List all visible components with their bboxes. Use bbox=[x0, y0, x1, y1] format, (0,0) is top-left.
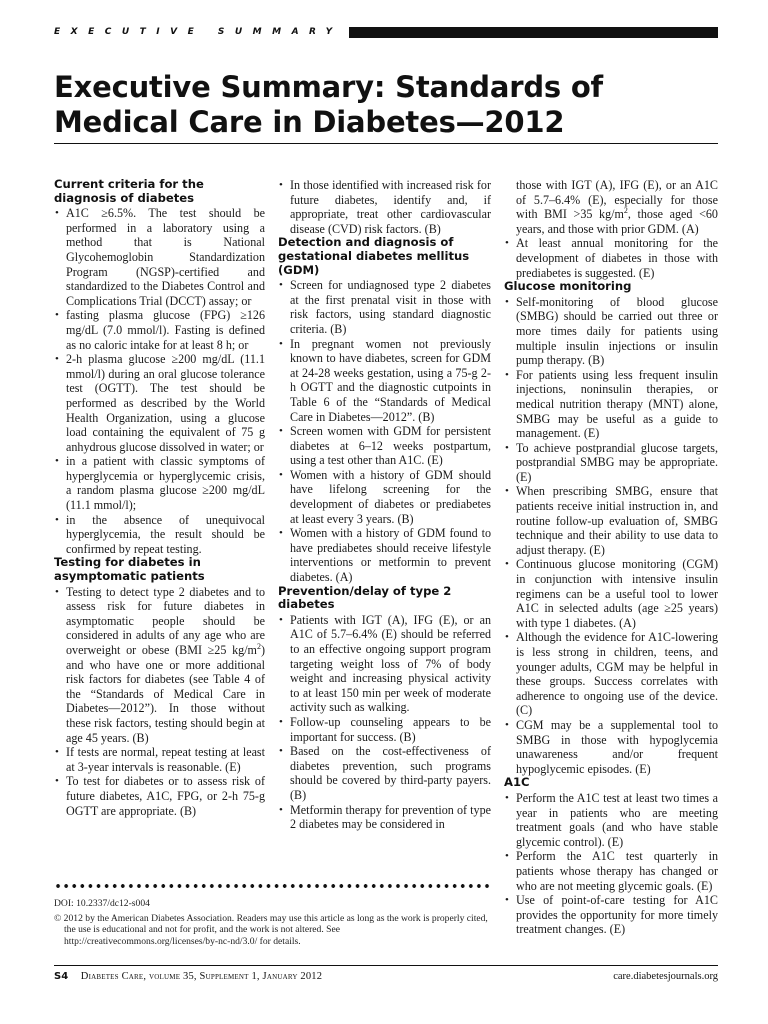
list-item: • If tests are normal, repeat testing at least at 3-year intervals is reasonable. (E) bbox=[54, 745, 265, 774]
dotted-separator bbox=[54, 883, 490, 889]
column-1 bbox=[54, 178, 265, 818]
list-item: • For patients using less frequent insulin injections, noninsulin therapies, or medical nutrition therapy (MNT) alone, SMBG may be useful as a guide to management. (E) bbox=[504, 368, 718, 441]
list-item: • Women with a history of GDM should have lifelong screening for the development of diabetes or prediabetes at least every 3 years. (B) bbox=[278, 468, 491, 526]
list-item: • Perform the A1C test quarterly in patients whose therapy has changed or who are not meeting glycemic goals. (E) bbox=[504, 849, 718, 893]
heading-glucose-monitoring: Glucose monitoring bbox=[504, 279, 632, 294]
list-item: • 2-h plasma glucose ≥200 mg/dL (11.1 mmol/l) during an oral glucose tolerance test (OGTT). The test should be performed as described by the World Health Organization, using a glucose load containing the equivalent of 75 g anhydrous glucose dissolved in water; or bbox=[54, 352, 265, 454]
superscript: 2 bbox=[256, 641, 261, 651]
page-footer bbox=[54, 970, 718, 983]
list-item: • A1C ≥6.5%. The test should be performed in a laboratory using a method that is National Glycohemoglobin Standardization Program (NGSP)-certified and standardized to the Diabetes Control and Complications Trial (DCCT) assay; or bbox=[54, 206, 265, 308]
heading-diagnosis-criteria: Current criteria for the diagnosis of diabetes bbox=[54, 177, 204, 205]
title-rule bbox=[54, 143, 718, 144]
section-tag: EXECUTIVE SUMMARY bbox=[54, 27, 349, 38]
list-item: • Based on the cost-effectiveness of diabetes prevention, such programs should be covered by third-party payers. (B) bbox=[278, 744, 491, 802]
list-item: • CGM may be a supplemental tool to SMBG in those with hypoglycemia unawareness and/or frequent hypoglycemic episodes. (E) bbox=[504, 718, 718, 776]
superscript: 2 bbox=[623, 206, 628, 216]
continued-text: those with IGT (A), IFG (E), or an A1C of 5.7–6.4% (E), especially for those with BMI >35 kg/m bbox=[516, 178, 718, 222]
heading-gdm: Detection and diagnosis of gestational diabetes mellitus (GDM) bbox=[278, 235, 470, 277]
journal-citation: Diabetes Care, volume 35, Supplement 1, January 2012 bbox=[80, 971, 323, 982]
list-item bbox=[54, 585, 265, 746]
cvd-risk-list bbox=[278, 178, 491, 236]
list-item: • Continuous glucose monitoring (CGM) in conjunction with intensive insulin regimens can be a useful tool to lower A1C in selected adults (age ≥25 years) with type 1 diabetes. (A) bbox=[504, 557, 718, 630]
prediabetes-monitoring-list bbox=[504, 236, 718, 280]
column-2 bbox=[278, 178, 491, 832]
list-item: • Screen women with GDM for persistent diabetes at 6–12 weeks postpartum, using a test other than A1C. (E) bbox=[278, 424, 491, 468]
list-item: • Screen for undiagnosed type 2 diabetes at the first prenatal visit in those with risk factors, using standard diagnostic criteria. (B) bbox=[278, 278, 491, 336]
list-item: • Use of point-of-care testing for A1C provides the opportunity for more timely treatment changes. (E) bbox=[504, 893, 718, 937]
header-rule bbox=[349, 27, 718, 38]
heading-a1c: A1C bbox=[504, 775, 530, 790]
journal-url[interactable]: care.diabetesjournals.org bbox=[613, 971, 718, 982]
list-item: • Metformin therapy for prevention of type 2 diabetes may be considered in bbox=[278, 803, 491, 832]
list-item: • Perform the A1C test at least two times a year in patients who are meeting treatment goals (and who have stable glycemic control). (E) bbox=[504, 791, 718, 849]
heading-prevention: Prevention/delay of type 2 diabetes bbox=[278, 583, 452, 612]
glucose-monitoring-list bbox=[504, 295, 718, 777]
list-item: • Follow-up counseling appears to be important for success. (B) bbox=[278, 715, 491, 744]
list-item: • Patients with IGT (A), IFG (E), or an A1C of 5.7–6.4% (E) should be referred to an effective ongoing support program targeting weight loss of 7% of body weight and increasing physical activity to at least 150 min per week of moderate activity such as walking. bbox=[278, 613, 491, 715]
list-item: • Women with a history of GDM found to have prediabetes should receive lifestyle interventions or metformin to prevent diabetes. (A) bbox=[278, 526, 491, 584]
gdm-list bbox=[278, 278, 491, 584]
title-line-2: Medical Care in Diabetes—2012 bbox=[54, 105, 565, 139]
column-3 bbox=[504, 178, 718, 937]
article-title bbox=[54, 70, 718, 140]
list-item: • Self-monitoring of blood glucose (SMBG) should be carried out three or more times daily for patients using multiple insulin injections or insulin pump therapy. (B) bbox=[504, 295, 718, 368]
list-item: • In pregnant women not previously known to have diabetes, screen for GDM at 24-28 weeks gestation, using a 75-g 2-h OGTT and the diagnostic cutpoints in Table 6 of the “Standards of Medical Care in Diabetes—2012”. (B) bbox=[278, 337, 491, 425]
list-item: • To achieve postprandial glucose targets, postprandial SMBG may be appropriate. (E) bbox=[504, 441, 718, 485]
list-item: • In those identified with increased risk for future diabetes, identify and, if appropriate, treat other cardiovascular disease (CVD) risk factors. (B) bbox=[278, 178, 491, 236]
list-item: • in the absence of unequivocal hyperglycemia, the result should be confirmed by repeat testing. bbox=[54, 513, 265, 557]
testing-asymptomatic-list bbox=[54, 585, 265, 819]
title-line-1: Executive Summary: Standards of bbox=[54, 70, 603, 104]
heading-testing-asymptomatic: Testing for diabetes in asymptomatic patients bbox=[54, 555, 205, 584]
list-item: • Although the evidence for A1C-lowering is less strong in children, teens, and younger adults, CGM may be helpful in these groups. Success correlates with adherence to ongoing use of the device. (C) bbox=[504, 630, 718, 718]
list-item-text: ) and who have one or more additional risk factors for diabetes (see Table 4 of the “Standards of Medical Care in Diabetes—2012”). In those without these risk factors, testing should begin at age 45 years. (B) bbox=[66, 643, 265, 745]
list-item-text: Testing to detect type 2 diabetes and to assess risk for future diabetes in asymptomatic people should be considered in adults of any age who are overweight or obese (BMI ≥25 kg/m bbox=[66, 584, 265, 657]
diagnosis-criteria-list bbox=[54, 206, 265, 556]
list-item: • fasting plasma glucose (FPG) ≥126 mg/dL (7.0 mmol/l). Fasting is defined as no caloric intake for at least 8 h; or bbox=[54, 308, 265, 352]
page bbox=[54, 0, 718, 1024]
section-header-bar bbox=[54, 27, 718, 38]
doi: DOI: 10.2337/dc12-s004 bbox=[54, 898, 150, 909]
continued-text: , those aged <60 years, and those with prior GDM. (A) bbox=[516, 207, 718, 236]
page-number: S4 bbox=[54, 971, 69, 982]
continued-paragraph bbox=[504, 178, 718, 236]
list-item: • To test for diabetes or to assess risk of future diabetes, A1C, FPG, or 2-h 75-g OGTT are appropriate. (B) bbox=[54, 774, 265, 818]
list-item: • When prescribing SMBG, ensure that patients receive initial instruction in, and routine follow-up evaluation of, SMBG technique and their ability to use data to adjust therapy. (E) bbox=[504, 484, 718, 557]
list-item: • At least annual monitoring for the development of diabetes in those with prediabetes is suggested. (E) bbox=[504, 236, 718, 280]
prevention-list bbox=[278, 613, 491, 832]
footer-rule bbox=[54, 965, 718, 966]
list-item: • in a patient with classic symptoms of hyperglycemia or hyperglycemic crisis, a random plasma glucose ≥200 mg/dL (11.1 mmol/l); bbox=[54, 454, 265, 512]
footnote bbox=[54, 898, 490, 947]
a1c-list bbox=[504, 791, 718, 937]
license-text: © 2012 by the American Diabetes Association. Readers may use this article as long as the work is properly cited, the use is educational and not for profit, and the work is not altered. See http://creativecommons.org/licenses/by-nc-nd/3.0/ for details. bbox=[54, 912, 488, 947]
